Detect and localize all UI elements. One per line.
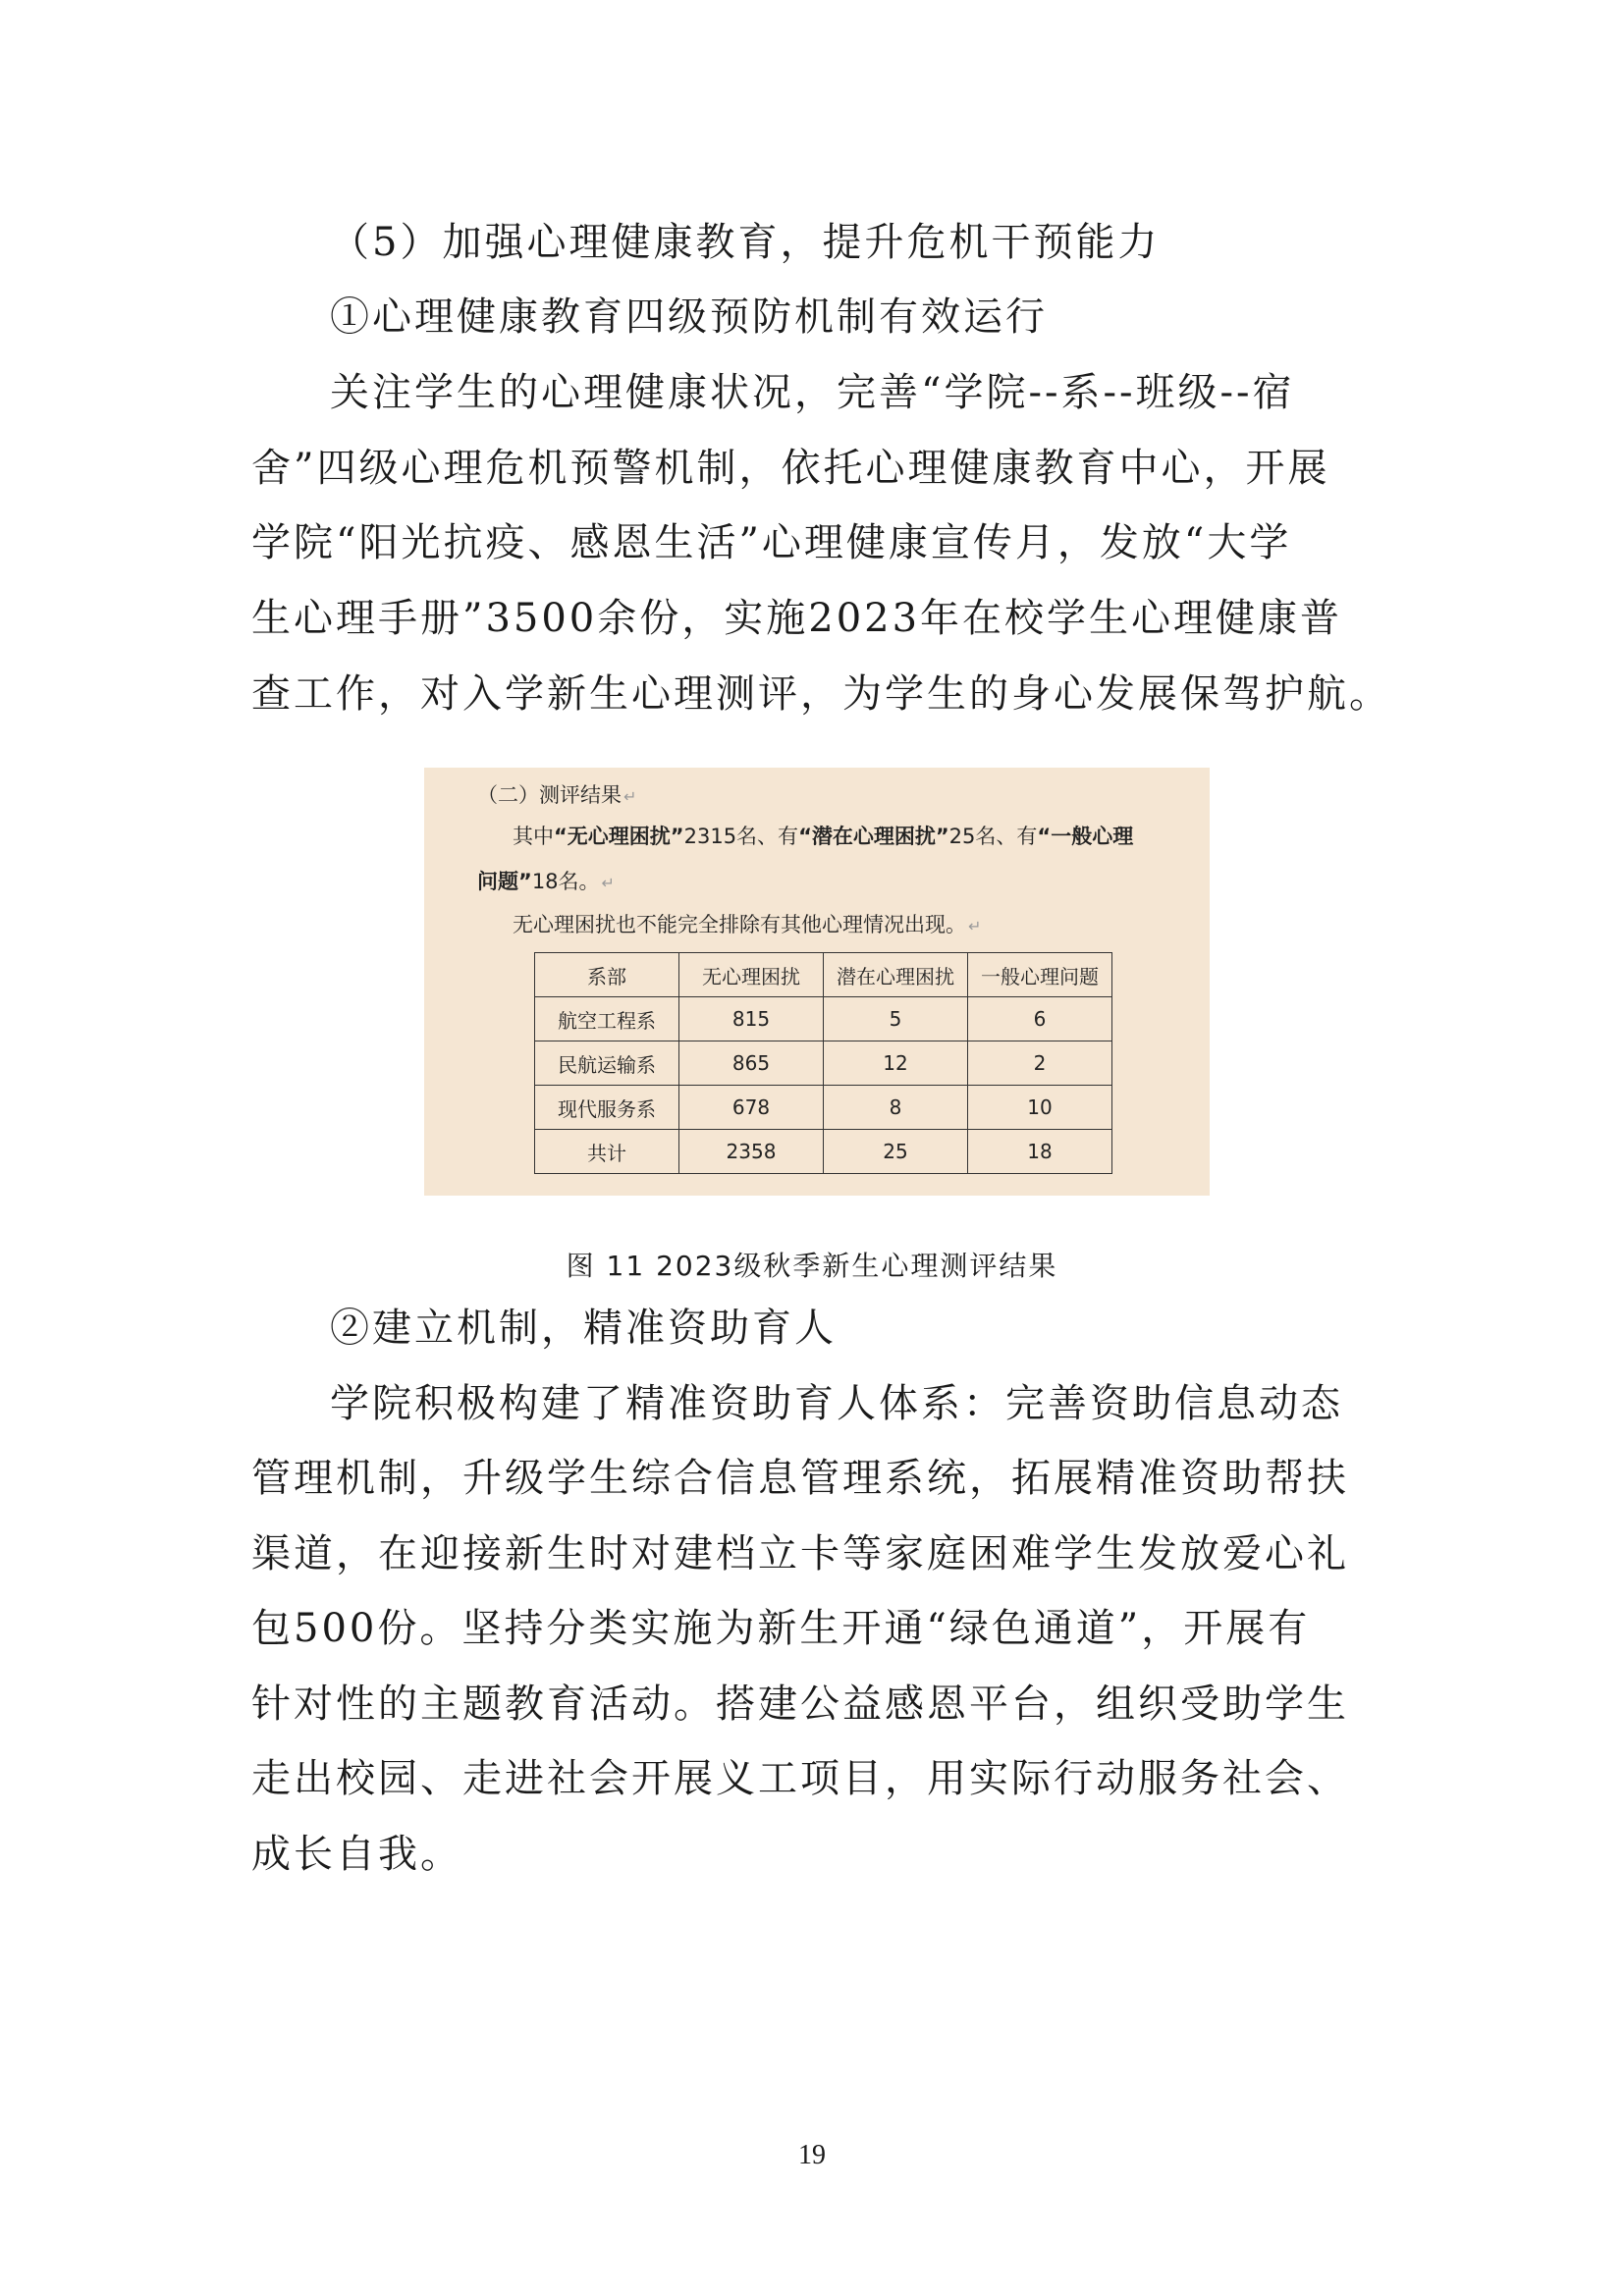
table-cell: 678 xyxy=(679,1086,824,1130)
table-cell: 18 xyxy=(968,1130,1112,1174)
table-cell: 25 xyxy=(824,1130,968,1174)
assessment-figure xyxy=(424,768,1210,1196)
table-cell: 6 xyxy=(968,997,1112,1041)
table-row xyxy=(535,997,1112,1041)
paragraph-2-line: 针对性的主题教育活动。搭建公益感恩平台，组织受助学生 xyxy=(251,1682,1349,1727)
paragraph-2-line: 走出校园、走进社会开展义工项目，用实际行动服务社会、 xyxy=(251,1756,1349,1801)
figure-subtitle: （二）测评结果 ↵ xyxy=(477,783,637,807)
table-header-cell: 无心理困扰 xyxy=(679,953,824,997)
figure-caption: 图 11 2023级秋季新生心理测评结果 xyxy=(566,1250,1058,1282)
results-table xyxy=(534,952,1112,1174)
figure-summary-line-1: 其中“无心理困扰”2315名、有“潜在心理困扰”25名、有“一般心理 xyxy=(513,825,1134,848)
paragraph-1-line: 生心理手册”3500余份，实施2023年在校学生心理健康普 xyxy=(251,596,1343,641)
paragraph-1-line: 学院“阳光抗疫、感恩生活”心理健康宣传月，发放“大学 xyxy=(251,520,1292,565)
figure-note: 无心理困扰也不能完全排除有其他心理情况出现。 ↵ xyxy=(513,913,982,936)
figure-summary-line-2: 问题”18名。 ↵ xyxy=(477,870,615,893)
table-cell: 共计 xyxy=(535,1130,679,1174)
table-header-cell: 系部 xyxy=(535,953,679,997)
subsection-heading-1: ①心理健康教育四级预防机制有效运行 xyxy=(330,294,1048,340)
paragraph-1-line: 查工作，对入学新生心理测评，为学生的身心发展保驾护航。 xyxy=(251,671,1391,717)
table-header-cell: 潜在心理困扰 xyxy=(824,953,968,997)
table-cell: 815 xyxy=(679,997,824,1041)
table-cell: 8 xyxy=(824,1086,968,1130)
table-cell: 5 xyxy=(824,997,968,1041)
paragraph-1-line: 舍”四级心理危机预警机制，依托心理健康教育中心，开展 xyxy=(251,446,1330,491)
subsection-heading-2: ②建立机制，精准资助育人 xyxy=(330,1306,837,1351)
table-cell: 865 xyxy=(679,1041,824,1086)
table-cell: 航空工程系 xyxy=(535,997,679,1041)
table-row xyxy=(535,1086,1112,1130)
table-cell: 2358 xyxy=(679,1130,824,1174)
table-cell: 12 xyxy=(824,1041,968,1086)
table-cell: 民航运输系 xyxy=(535,1041,679,1086)
section-heading: （5）加强心理健康教育，提升危机干预能力 xyxy=(330,220,1161,265)
paragraph-2-line: 渠道，在迎接新生时对建档立卡等家庭困难学生发放爱心礼 xyxy=(251,1531,1349,1576)
table-cell: 10 xyxy=(968,1086,1112,1130)
page-number: 19 xyxy=(798,2140,826,2170)
paragraph-2-line: 包500份。坚持分类实施为新生开通“绿色通道”，开展有 xyxy=(251,1606,1311,1651)
table-cell: 现代服务系 xyxy=(535,1086,679,1130)
table-cell: 2 xyxy=(968,1041,1112,1086)
paragraph-2-line: 学院积极构建了精准资助育人体系：完善资助信息动态 xyxy=(330,1381,1343,1426)
table-header-cell: 一般心理问题 xyxy=(968,953,1112,997)
table-header-row xyxy=(535,953,1112,997)
paragraph-2-line: 成长自我。 xyxy=(251,1832,462,1877)
paragraph-2-line: 管理机制，升级学生综合信息管理系统，拓展精准资助帮扶 xyxy=(251,1456,1349,1501)
table-row xyxy=(535,1130,1112,1174)
table-row xyxy=(535,1041,1112,1086)
paragraph-1-line: 关注学生的心理健康状况，完善“学院--系--班级--宿 xyxy=(330,370,1295,415)
